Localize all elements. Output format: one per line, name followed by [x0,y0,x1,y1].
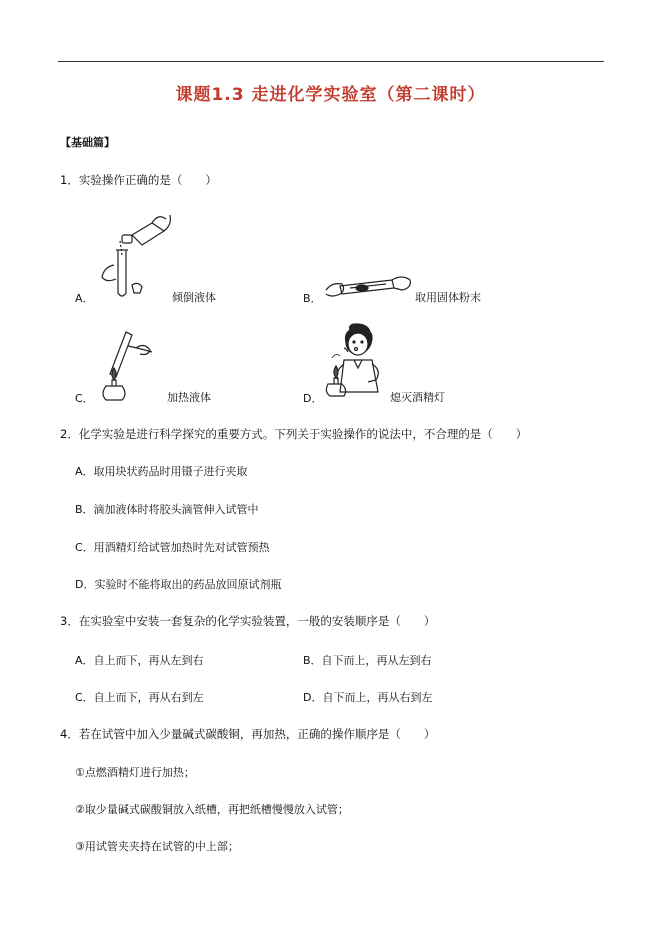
q4-step-1: ①点燃酒精灯进行加热； [75,766,195,779]
q1-option-b-letter: B． [303,292,322,305]
q4-stem: 4．若在试管中加入少量碱式碳酸铜，再加热，正确的操作顺序是（ ） [60,727,436,741]
q2-stem: 2．化学实验是进行科学探究的重要方式。下列关于实验操作的说法中，不合理的是（ ） [60,427,528,441]
q1-option-a-letter: A． [75,292,94,305]
solid-powder-figure [322,268,414,304]
q1-option-a-text: 倾倒液体 [172,291,216,304]
q2-option-d: D．实验时不能将取出的药品放回原试剂瓶 [75,578,282,591]
q2-option-a: A．取用块状药品时用镊子进行夹取 [75,465,248,478]
q3-option-a: A．自上而下，再从左到右 [75,654,204,667]
q1-option-c-letter: C． [75,392,94,405]
q1-option-c-text: 加热液体 [167,391,211,404]
q3-stem: 3．在实验室中安装一套复杂的化学实验装置，一般的安装顺序是（ ） [60,614,436,628]
q3-option-b: B．自下而上，再从左到右 [303,654,432,667]
header-rule [58,61,604,62]
section-heading: 【基础篇】 [60,136,115,149]
pouring-liquid-figure [92,205,172,300]
heating-liquid-figure [92,322,164,402]
page-title: 课题1.3 走进化学实验室（第二课时） [175,85,486,105]
blowing-lamp-figure [320,322,388,398]
q1-option-b-text: 取用固体粉末 [415,291,481,304]
q2-option-b: B．滴加液体时将胶头滴管伸入试管中 [75,503,259,516]
q1-stem: 1．实验操作正确的是（ ） [60,173,217,187]
q4-step-3: ③用试管夹夹持在试管的中上部； [75,840,239,853]
q3-option-c: C．自上而下，再从右到左 [75,691,204,704]
q1-option-d-text: 熄灭酒精灯 [390,391,445,404]
q3-option-d: D．自下而上，再从右到左 [303,691,433,704]
q2-option-c: C．用酒精灯给试管加热时先对试管预热 [75,541,270,554]
q4-step-2: ②取少量碱式碳酸铜放入纸槽，再把纸槽慢慢放入试管； [75,803,349,816]
q1-option-d-letter: D． [303,392,323,405]
